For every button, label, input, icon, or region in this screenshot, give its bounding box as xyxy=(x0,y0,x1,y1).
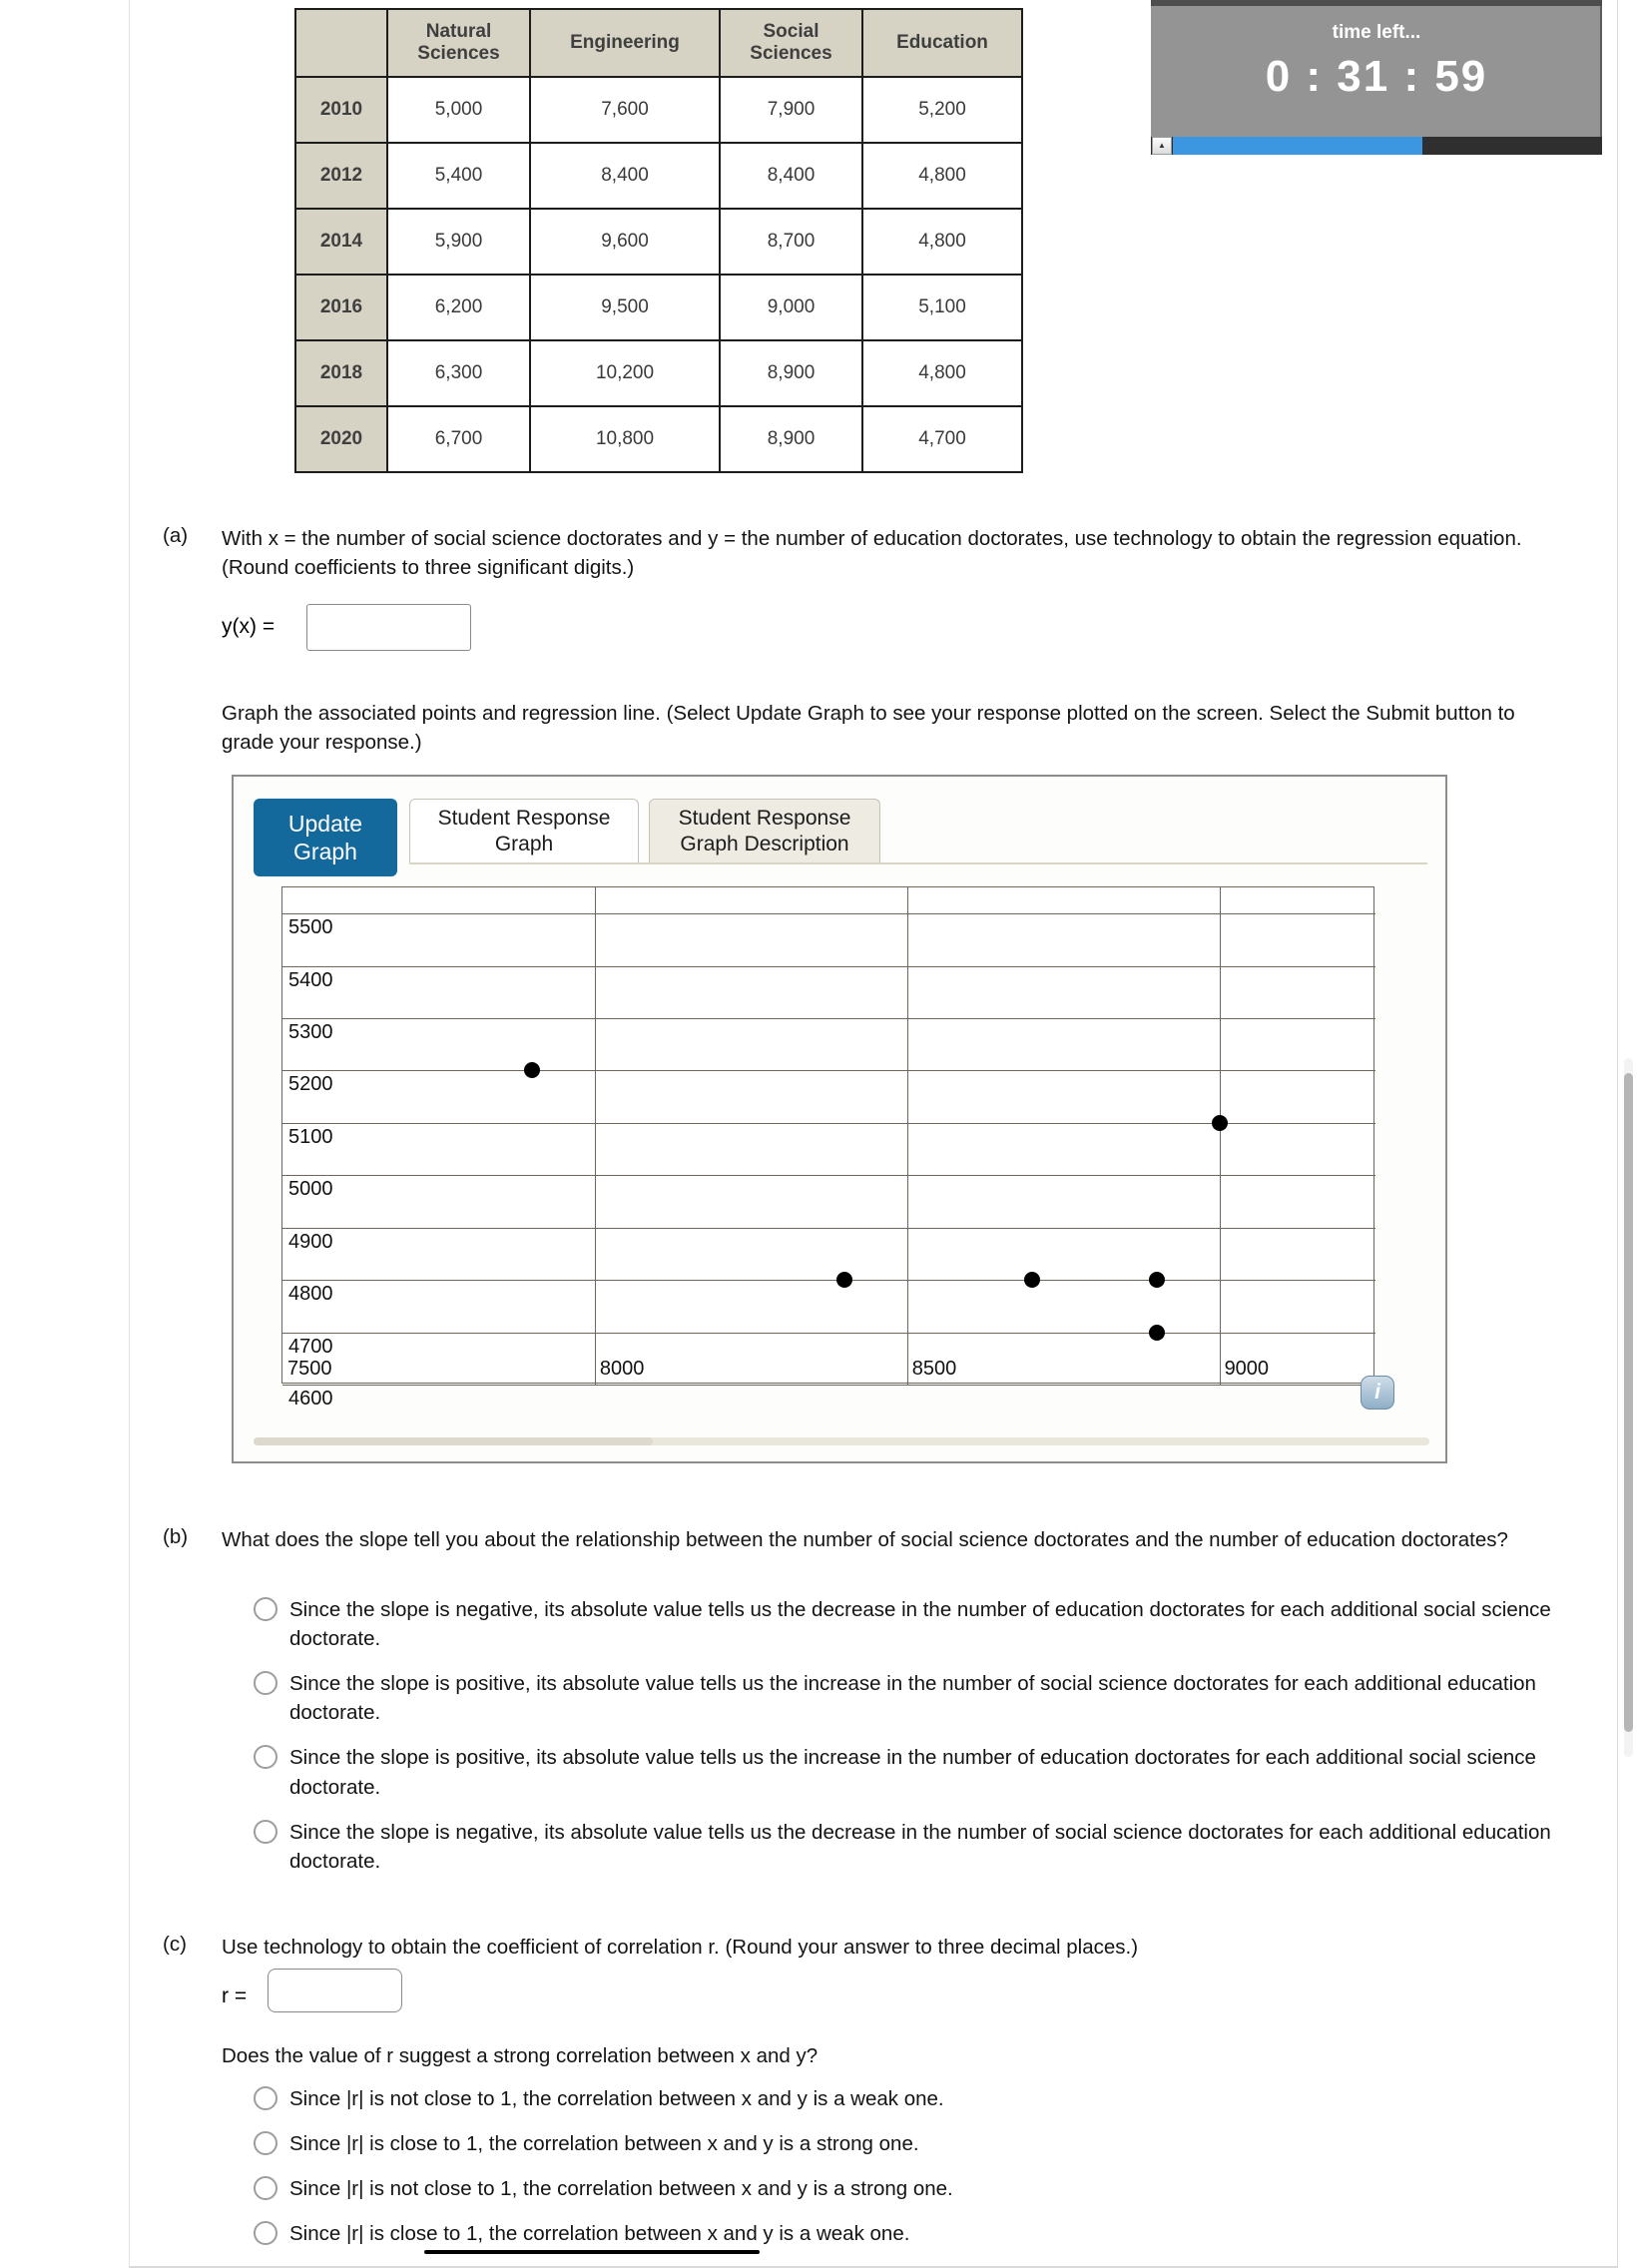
triangle-up-icon: ▲ xyxy=(1158,141,1166,150)
cell-natural-sciences: 6,300 xyxy=(387,340,530,406)
cell-engineering: 7,600 xyxy=(530,77,720,143)
table-row xyxy=(295,340,1022,406)
graph-hscrollbar-thumb[interactable] xyxy=(254,1437,653,1445)
cell-natural-sciences: 6,700 xyxy=(387,406,530,472)
scatter-plot[interactable] xyxy=(281,886,1374,1410)
cell-engineering: 10,200 xyxy=(530,340,720,406)
table-corner-cell xyxy=(295,9,387,77)
cell-education: 4,800 xyxy=(862,143,1022,209)
part-c-prompt: Use technology to obtain the coefficient of correlation r. (Round your answer to three decimal places.) xyxy=(222,1936,1139,1959)
part-b-option-1[interactable] xyxy=(254,1595,1551,1653)
part-b-options xyxy=(254,1595,1551,1892)
radio-button[interactable] xyxy=(254,2221,277,2245)
column-header-engineering: Engineering xyxy=(530,9,720,77)
part-b-option-3[interactable] xyxy=(254,1743,1551,1801)
table-head xyxy=(295,9,1022,77)
timer-widget xyxy=(1151,0,1615,155)
correlation-coefficient-input[interactable] xyxy=(268,1969,402,2012)
part-c-option-4[interactable] xyxy=(254,2219,1551,2248)
data-point[interactable] xyxy=(1149,1325,1165,1341)
page-scrollbar-thumb[interactable] xyxy=(1624,1073,1633,1732)
cell-social-sciences: 8,900 xyxy=(720,340,862,406)
timer-panel xyxy=(1151,0,1602,140)
row-header-year: 2014 xyxy=(295,209,387,275)
y-axis-tick-label: 4600 xyxy=(288,1388,333,1410)
radio-button[interactable] xyxy=(254,2086,277,2110)
cell-natural-sciences: 5,400 xyxy=(387,143,530,209)
cell-social-sciences: 8,900 xyxy=(720,406,862,472)
part-a-letter: (a) xyxy=(163,524,189,547)
data-point[interactable] xyxy=(1212,1115,1228,1131)
option-label: Since |r| is not close to 1, the correlation between x and y is a strong one. xyxy=(289,2177,953,2201)
cell-education: 5,200 xyxy=(862,77,1022,143)
row-header-year: 2018 xyxy=(295,340,387,406)
table-row xyxy=(295,406,1022,472)
gridline-horizontal xyxy=(282,1018,1375,1019)
y-axis-tick-label: 5200 xyxy=(288,1073,333,1096)
cell-social-sciences: 8,700 xyxy=(720,209,862,275)
part-c-options xyxy=(254,2084,1551,2264)
option-label: Since |r| is not close to 1, the correlation between x and y is a weak one. xyxy=(289,2087,944,2110)
yx-label: y(x) = xyxy=(222,615,275,638)
part-c-sub-prompt: Does the value of r suggest a strong correlation between x and y? xyxy=(222,2044,818,2067)
data-point[interactable] xyxy=(524,1062,540,1078)
column-header-natural-sciences: Natural Sciences xyxy=(387,9,530,77)
gridline-vertical xyxy=(907,887,908,1385)
x-axis-tick-label: 8000 xyxy=(599,1358,645,1380)
gridline-horizontal xyxy=(282,1228,1375,1229)
student-response-graph-panel xyxy=(232,775,1447,1463)
part-a-prompt: With x = the number of social science doctorates and y = the number of education doctorates, use technology to obtain the regression equation. (Round coefficients to three significant digits.) xyxy=(222,527,1522,580)
text-selection-underline xyxy=(424,2250,760,2254)
r-label: r = xyxy=(222,1984,248,2007)
part-c-option-2[interactable] xyxy=(254,2129,1551,2158)
x-axis-tick-label: 8500 xyxy=(911,1358,957,1380)
y-axis-tick-label: 4900 xyxy=(288,1230,333,1253)
part-c-option-3[interactable] xyxy=(254,2174,1551,2203)
y-axis-tick-label: 4800 xyxy=(288,1283,333,1306)
gridline-horizontal xyxy=(282,1385,1375,1386)
radio-button[interactable] xyxy=(254,1597,277,1621)
timer-label: time left... xyxy=(1332,22,1421,43)
gridline-horizontal xyxy=(282,913,1375,914)
table-body xyxy=(295,77,1022,472)
data-point[interactable] xyxy=(1024,1272,1040,1288)
cell-social-sciences: 7,900 xyxy=(720,77,862,143)
y-axis-tick-label: 5300 xyxy=(288,1021,333,1044)
cell-social-sciences: 8,400 xyxy=(720,143,862,209)
cell-education: 4,800 xyxy=(862,340,1022,406)
gridline-horizontal xyxy=(282,1070,1375,1071)
data-point[interactable] xyxy=(836,1272,852,1288)
radio-button[interactable] xyxy=(254,1671,277,1695)
timer-value: 0 : 31 : 59 xyxy=(1265,52,1488,101)
cell-engineering: 8,400 xyxy=(530,143,720,209)
tab-student-response-graph-description[interactable]: Student Response Graph Description xyxy=(649,799,880,862)
regression-equation-input[interactable] xyxy=(306,604,471,651)
table-row xyxy=(295,143,1022,209)
cell-natural-sciences: 6,200 xyxy=(387,275,530,340)
cell-natural-sciences: 5,000 xyxy=(387,77,530,143)
option-label: Since |r| is close to 1, the correlation between x and y is a weak one. xyxy=(289,2222,910,2246)
cell-engineering: 9,500 xyxy=(530,275,720,340)
y-axis-tick-label: 5100 xyxy=(288,1125,333,1148)
option-label: Since the slope is negative, its absolute value tells us the decrease in the number of education doctorates for each additional social science doctorate. xyxy=(289,1598,1551,1651)
cell-education: 4,700 xyxy=(862,406,1022,472)
y-axis-tick-label: 5000 xyxy=(288,1178,333,1201)
table-row xyxy=(295,275,1022,340)
part-b-prompt: What does the slope tell you about the relationship between the number of social science doctorates and the number of education doctorates? xyxy=(222,1528,1508,1551)
radio-button[interactable] xyxy=(254,2131,277,2155)
y-axis-tick-label: 4700 xyxy=(288,1335,333,1358)
row-header-year: 2012 xyxy=(295,143,387,209)
x-axis-tick-label: 9000 xyxy=(1224,1358,1270,1380)
left-margin xyxy=(0,0,130,2268)
row-header-year: 2020 xyxy=(295,406,387,472)
info-icon[interactable]: i xyxy=(1361,1376,1394,1410)
gridline-horizontal xyxy=(282,1280,1375,1281)
option-label: Since |r| is close to 1, the correlation between x and y is a strong one. xyxy=(289,2132,919,2156)
row-header-year: 2010 xyxy=(295,77,387,143)
gridline-horizontal xyxy=(282,1175,1375,1176)
cell-natural-sciences: 5,900 xyxy=(387,209,530,275)
part-b-option-4[interactable] xyxy=(254,1818,1551,1876)
tab-student-response-graph[interactable]: Student Response Graph xyxy=(409,799,639,862)
cell-education: 4,800 xyxy=(862,209,1022,275)
table-header-row xyxy=(295,9,1022,77)
radio-button[interactable] xyxy=(254,2176,277,2200)
option-label: Since the slope is positive, its absolute value tells us the increase in the number of education doctorates for each additional social science doctorate. xyxy=(289,1746,1536,1799)
option-label: Since the slope is negative, its absolute value tells us the decrease in the number of social science doctorates for each additional education doctorate. xyxy=(289,1820,1551,1873)
doctorates-data-table xyxy=(294,8,1023,473)
gridline-horizontal xyxy=(282,1333,1375,1334)
cell-engineering: 10,800 xyxy=(530,406,720,472)
column-header-social-sciences: Social Sciences xyxy=(720,9,862,77)
graph-instruction-text: Graph the associated points and regression line. (Select Update Graph to see your response plotted on the screen. Select the Submit button to grade your response.) xyxy=(222,702,1515,755)
y-axis-tick-label: 5500 xyxy=(288,916,333,939)
data-point[interactable] xyxy=(1149,1272,1165,1288)
gridline-vertical xyxy=(595,887,596,1385)
cell-education: 5,100 xyxy=(862,275,1022,340)
y-axis-tick-label: 5400 xyxy=(288,968,333,991)
tab-underline xyxy=(409,862,1427,864)
timer-scroll-up-button[interactable] xyxy=(1152,137,1172,155)
part-b-option-2[interactable] xyxy=(254,1669,1551,1727)
x-axis-tick-label: 7500 xyxy=(287,1358,332,1380)
cell-social-sciences: 9,000 xyxy=(720,275,862,340)
table-row xyxy=(295,209,1022,275)
timer-top-bar xyxy=(1151,0,1602,6)
part-c-letter: (c) xyxy=(163,1933,187,1956)
cell-engineering: 9,600 xyxy=(530,209,720,275)
option-label: Since the slope is positive, its absolute value tells us the increase in the number of social science doctorates for each additional education doctorate. xyxy=(289,1672,1536,1725)
table-row xyxy=(295,77,1022,143)
column-header-education: Education xyxy=(862,9,1022,77)
gridline-vertical xyxy=(1220,887,1221,1385)
update-graph-button[interactable]: Update Graph xyxy=(254,799,397,876)
radio-button[interactable] xyxy=(254,1745,277,1769)
part-b-letter: (b) xyxy=(163,1525,189,1548)
graph-tabs xyxy=(409,799,1427,876)
timer-scrollbar-thumb[interactable] xyxy=(1173,137,1422,155)
row-header-year: 2016 xyxy=(295,275,387,340)
gridline-horizontal xyxy=(282,966,1375,967)
part-c-option-1[interactable] xyxy=(254,2084,1551,2113)
radio-button[interactable] xyxy=(254,1820,277,1844)
